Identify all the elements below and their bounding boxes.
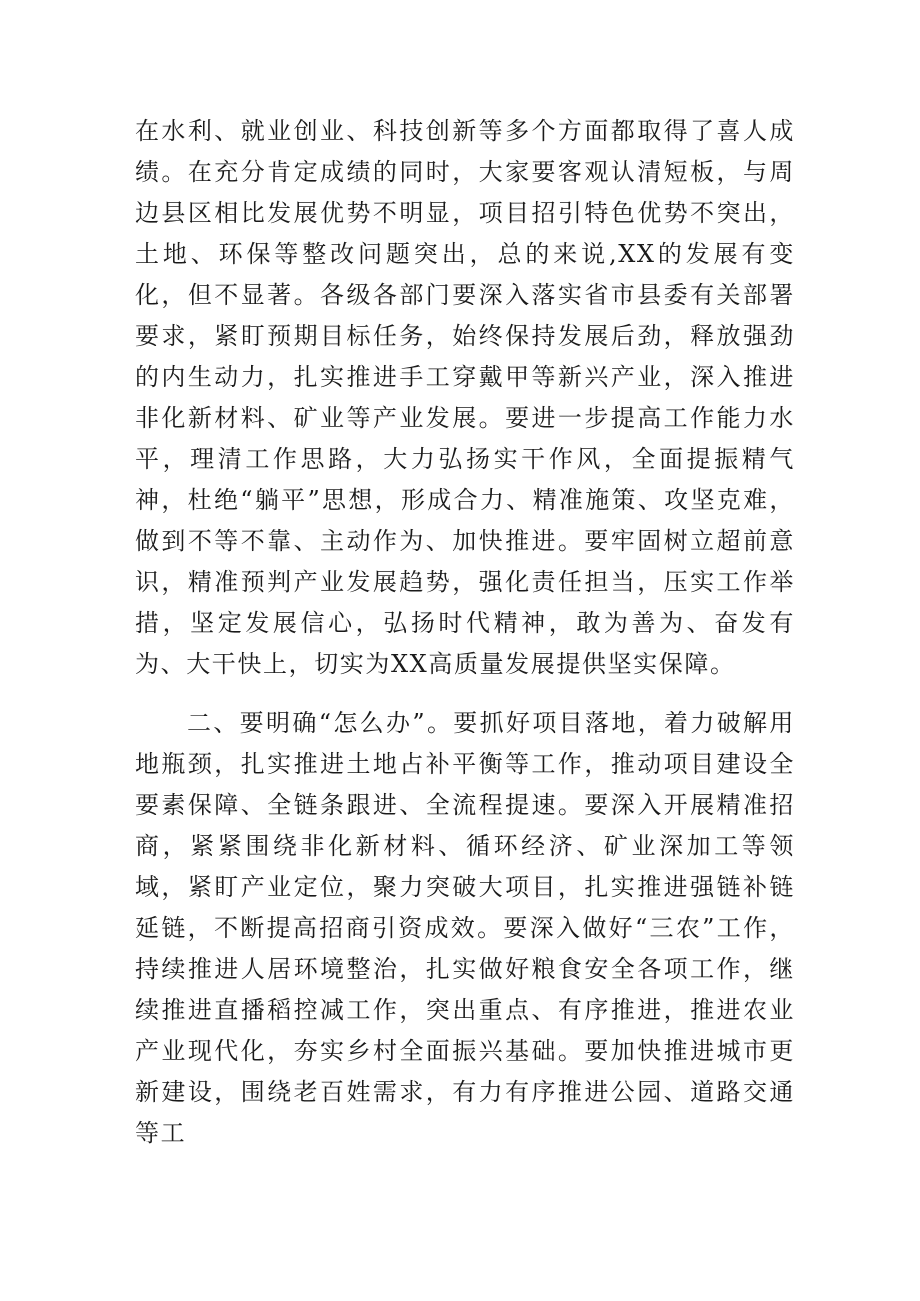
paragraph-section-two: 二、要明确“怎么办”。要抓好项目落地，着力破解用地瓶颈，扎实推进土地占补平衡等工作，推动项目建设全要素保障、全链条跟进、全流程提速。要深入开展精准招商，紧紧围绕非化新材料、循环经济、矿业深加工等领域，紧盯产业定位，聚力突破大项目，扎实推进强链补链延链，不断提高招商引资成效。要深入做好“三农”工作，持续推进人居环境整治，扎实做好粮食安全各项工作，继续推进直播稻控减工作，突出重点、有序推进，推进农业产业现代化，夯实乡村全面振兴基础。要加快推进城市更新建设，围绕老百姓需求，有力有序推进公园、道路交通等工 <box>135 709 795 1147</box>
document-body <box>135 111 795 1154</box>
paragraph-continuation: 在水利、就业创业、科技创新等多个方面都取得了喜人成绩。在充分肯定成绩的同时，大家要客观认清短板，与周边县区相比发展优势不明显，项目招引特色优势不突出，土地、环保等整改问题突出，总的来说,XX的发展有变化，但不显著。各级各部门要深入落实省市县委有关部署要求，紧盯预期目标任务，始终保持发展后劲，释放强劲的内生动力，扎实推进手工穿戴甲等新兴产业，深入推进非化新材料、矿业等产业发展。要进一步提高工作能力水平，理清工作思路，大力弘扬实干作风，全面提振精气神，杜绝“躺平”思想，形成合力、精准施策、攻坚克难，做到不等不靠、主动作为、加快推进。要牢固树立超前意识，精准预判产业发展趋势，强化责任担当，压实工作举措，坚定发展信心，弘扬时代精神，敢为善为、奋发有为、大干快上，切实为XX高质量发展提供坚实保障。 <box>135 117 795 678</box>
